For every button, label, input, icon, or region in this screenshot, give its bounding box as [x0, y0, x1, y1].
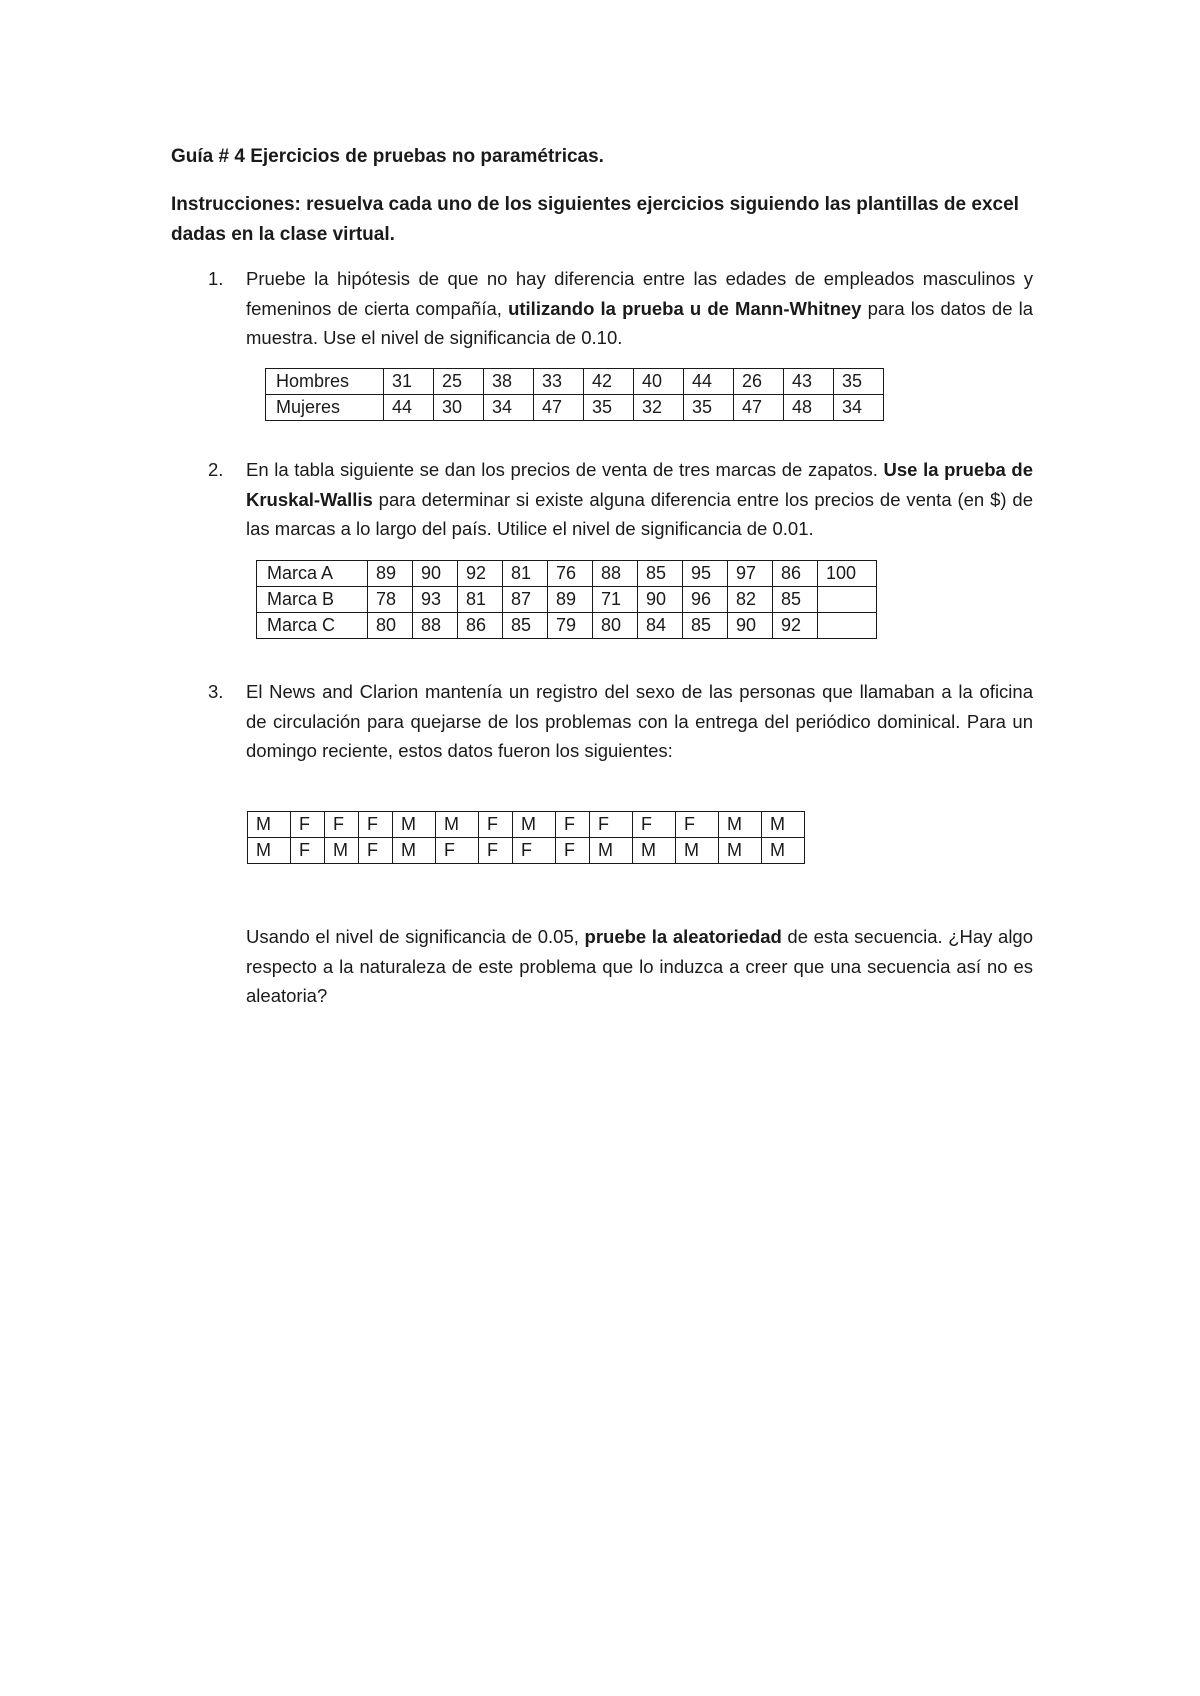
table-cell: 35 — [834, 369, 884, 395]
table-cell: 34 — [834, 395, 884, 421]
exercise-text: El News and Clarion mantenía un registro del sexo de las personas que llamaban a la oficina de circulación para quejarse de los problemas con la entrega del periódico dominical. Para un domingo reciente, estos datos fueron los siguientes: — [246, 681, 1033, 761]
table-cell: M — [325, 838, 359, 864]
table-cell: 47 — [534, 395, 584, 421]
table-cell: 82 — [728, 587, 773, 613]
table-ages — [265, 368, 884, 421]
table-cell: M — [762, 812, 805, 838]
table-cell: F — [556, 838, 590, 864]
row-label: Mujeres — [266, 395, 384, 421]
table-cell: 92 — [458, 561, 503, 587]
table-cell: F — [325, 812, 359, 838]
table-cell: 31 — [384, 369, 434, 395]
table-cell: 87 — [503, 587, 548, 613]
table-cell: F — [291, 838, 325, 864]
table-cell: 80 — [368, 613, 413, 639]
table-cell: 44 — [684, 369, 734, 395]
table-cell: 90 — [638, 587, 683, 613]
table-cell: M — [719, 812, 762, 838]
table-cell: M — [719, 838, 762, 864]
table-cell: 26 — [734, 369, 784, 395]
table-prices — [256, 560, 877, 639]
table-cell: 33 — [534, 369, 584, 395]
emphasis: Use la prueba de Kruskal-Wallis — [246, 459, 1033, 510]
table-row — [257, 587, 877, 613]
table-cell: 85 — [503, 613, 548, 639]
row-label: Hombres — [266, 369, 384, 395]
table-cell: 93 — [413, 587, 458, 613]
table-cell: 85 — [773, 587, 818, 613]
table-cell: M — [513, 812, 556, 838]
row-label: Marca C — [257, 613, 368, 639]
table-cell: F — [556, 812, 590, 838]
table-cell: F — [359, 838, 393, 864]
table-cell: 43 — [784, 369, 834, 395]
table-row — [266, 369, 884, 395]
table-cell: M — [762, 838, 805, 864]
table-cell: 35 — [684, 395, 734, 421]
table-cell: 95 — [683, 561, 728, 587]
table-cell: 34 — [484, 395, 534, 421]
table-cell: 100 — [818, 561, 877, 587]
table-cell: M — [393, 812, 436, 838]
table-cell — [818, 613, 877, 639]
table-cell: M — [248, 838, 291, 864]
table-cell: M — [676, 838, 719, 864]
table-sequence — [247, 811, 805, 864]
exercise-number: 1. — [208, 268, 224, 289]
table-cell: 76 — [548, 561, 593, 587]
table-cell: 96 — [683, 587, 728, 613]
table-cell: 78 — [368, 587, 413, 613]
table-cell: 90 — [413, 561, 458, 587]
row-label: Marca A — [257, 561, 368, 587]
table-cell: 81 — [503, 561, 548, 587]
table-cell: 85 — [683, 613, 728, 639]
exercise-number: 2. — [208, 459, 224, 480]
table-cell: F — [359, 812, 393, 838]
table-cell: 81 — [458, 587, 503, 613]
table-cell: 48 — [784, 395, 834, 421]
table-cell: 35 — [584, 395, 634, 421]
table-cell: 80 — [593, 613, 638, 639]
row-label: Marca B — [257, 587, 368, 613]
table-cell: 89 — [548, 587, 593, 613]
table-cell: F — [479, 812, 513, 838]
exercise-text: Pruebe la hipótesis de que no hay diferencia entre las edades de empleados masculinos y femeninos de cierta compañía, utilizando la prueba u de Mann-Whitney para los datos de la muestra. Use el nivel de significancia de 0.10. — [246, 268, 1034, 348]
table-cell — [818, 587, 877, 613]
table-cell: F — [291, 812, 325, 838]
table-cell: 92 — [773, 613, 818, 639]
table-cell: M — [590, 838, 633, 864]
table-cell: 86 — [458, 613, 503, 639]
table-cell: 32 — [634, 395, 684, 421]
emphasis: utilizando la prueba u de Mann-Whitney — [508, 297, 862, 319]
table-row — [266, 395, 884, 421]
table-cell: 79 — [548, 613, 593, 639]
table-cell: F — [436, 838, 479, 864]
table-cell: 71 — [593, 587, 638, 613]
page-title: Guía # 4 Ejercicios de pruebas no paramétricas. — [171, 146, 604, 167]
table-cell: 44 — [384, 395, 434, 421]
table-cell: M — [436, 812, 479, 838]
table-cell: 40 — [634, 369, 684, 395]
table-cell: 47 — [734, 395, 784, 421]
exercise-number: 3. — [208, 681, 224, 702]
table-row — [257, 561, 877, 587]
table-cell: 84 — [638, 613, 683, 639]
table-cell: 90 — [728, 613, 773, 639]
exercise-text: En la tabla siguiente se dan los precios de venta de tres marcas de zapatos. Use la prueba de Kruskal-Wallis para determinar si existe alguna diferencia entre los precios de venta (en $) de las marcas a lo largo del país. Utilice el nivel de significancia de 0.01. — [246, 459, 1033, 539]
table-row — [248, 812, 805, 838]
table-cell: 97 — [728, 561, 773, 587]
table-cell: F — [676, 812, 719, 838]
table-cell: M — [248, 812, 291, 838]
table-cell: M — [633, 838, 676, 864]
table-cell: F — [479, 838, 513, 864]
emphasis: pruebe la aleatoriedad — [584, 926, 782, 947]
table-cell: 42 — [584, 369, 634, 395]
table-cell: 88 — [593, 561, 638, 587]
table-cell: 88 — [413, 613, 458, 639]
table-cell: F — [513, 838, 556, 864]
table-cell: 86 — [773, 561, 818, 587]
table-cell: F — [633, 812, 676, 838]
table-cell: 85 — [638, 561, 683, 587]
table-cell: 30 — [434, 395, 484, 421]
table-cell: 89 — [368, 561, 413, 587]
instructions: Instrucciones: resuelva cada uno de los siguientes ejercicios siguiendo las plantillas de excel dadas en la clase virtual. — [171, 194, 1019, 245]
table-row — [257, 613, 877, 639]
table-cell: 25 — [434, 369, 484, 395]
exercise-text: Usando el nivel de significancia de 0.05, pruebe la aleatoriedad de esta secuencia. ¿Hay algo respecto a la naturaleza de este problema que lo induzca a creer que una secuencia así no es aleatoria? — [246, 926, 1034, 1006]
table-cell: M — [393, 838, 436, 864]
table-row — [248, 838, 805, 864]
table-cell: 38 — [484, 369, 534, 395]
table-cell: F — [590, 812, 633, 838]
